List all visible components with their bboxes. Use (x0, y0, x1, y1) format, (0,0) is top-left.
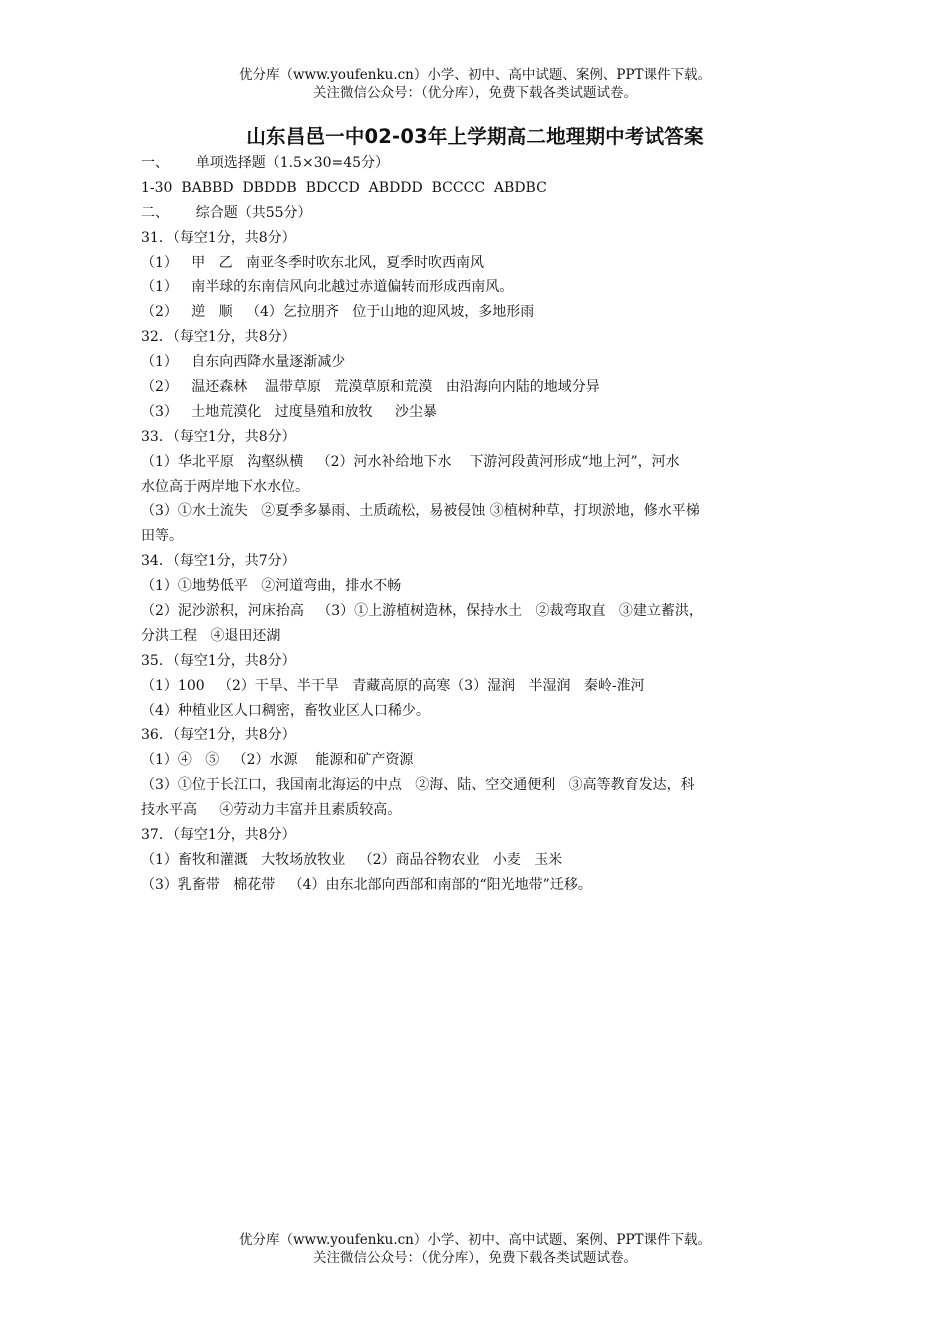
answer-line: 分洪工程 ④退田还湖 (141, 627, 281, 644)
answer-line: 34．（每空1分，共7分） (141, 553, 296, 570)
answer-line: （2） 温还森林 温带草原 荒漠草原和荒漠 由沿海向内陆的地域分异 (141, 379, 600, 396)
header-line-1: 优分库（www.youfenku.cn）小学、初中、高中试题、案例、PPT课件下载。 (238, 67, 712, 83)
answer-line: （2）泥沙淤积，河床抬高 （3）①上游植树造林，保持水土 ②裁弯取直 ③建立蓄洪， (141, 603, 703, 620)
answer-line: 31．（每空1分，共8分） (141, 229, 296, 246)
answer-line: （3）乳畜带 棉花带 （4）由东北部向西部和南部的“阳光地带”迁移。 (141, 876, 592, 893)
answer-line: 37．（每空1分，共8分） (141, 827, 296, 844)
answer-body (141, 151, 811, 898)
page-footer (0, 1231, 950, 1267)
answer-line: 二、 综合题（共55分） (141, 204, 312, 221)
answer-line: （1） 自东向西降水量逐渐减少 (141, 354, 346, 371)
answer-line: （1）①地势低平 ②河道弯曲，排水不畅 (141, 578, 402, 595)
answer-line: （1） 南半球的东南信风向北越过赤道偏转而形成西南风。 (141, 279, 514, 296)
header-line-2: 关注微信公众号：（优分库），免费下载各类试题试卷。 (313, 85, 637, 101)
answer-line: 33．（每空1分，共8分） (141, 428, 296, 445)
page-header (0, 66, 950, 102)
answer-line: 36．（每空1分，共8分） (141, 727, 296, 744)
answer-line: （4）种植业区人口稠密，畜牧业区人口稀少。 (141, 702, 430, 719)
answer-line: 一、 单项选择题（1.5×30=45分） (141, 155, 390, 171)
answer-line: 田等。 (141, 528, 183, 545)
answer-line: 技水平高 ④劳动力丰富并且素质较高。 (141, 802, 402, 819)
answer-line: 1-30 BABBD DBDDB BDCCD ABDDD BCCCC ABDBC (141, 179, 547, 196)
answer-line: （1）华北平原 沟壑纵横 （2）河水补给地下水 下游河段黄河形成“地上河”，河水 (141, 453, 680, 470)
footer-line-2: 关注微信公众号：（优分库），免费下载各类试题试卷。 (313, 1250, 637, 1266)
answer-line: （3） 土地荒漠化 过度垦殖和放牧 沙尘暴 (141, 403, 437, 420)
answer-line: 水位高于两岸地下水水位。 (141, 478, 309, 495)
document-title: 山东昌邑一中02-03年上学期高二地理期中考试答案 (246, 125, 704, 148)
answer-line: 35．（每空1分，共8分） (141, 652, 296, 669)
answer-line: （3）①位于长江口，我国南北海运的中点 ②海、陆、空交通便利 ③高等教育发达，科 (141, 777, 695, 794)
answer-line: 32．（每空1分，共8分） (141, 329, 296, 346)
answer-line: （1）100 （2）干旱、半干旱 青藏高原的高寒（3）湿润 半湿润 秦岭-淮河 (141, 677, 645, 694)
answer-line: （1） 甲 乙 南亚冬季时吹东北风，夏季时吹西南风 (141, 254, 484, 271)
answer-line: （1）畜牧和灌溉 大牧场放牧业 （2）商品谷物农业 小麦 玉米 (141, 851, 563, 868)
footer-line-1: 优分库（www.youfenku.cn）小学、初中、高中试题、案例、PPT课件下载。 (238, 1232, 712, 1248)
answer-line: （1）④ ⑤ （2）水源 能源和矿产资源 (141, 752, 414, 769)
answer-line: （2） 逆 顺 （4）乞拉朋齐 位于山地的迎风坡，多地形雨 (141, 304, 535, 321)
answer-line: （3）①水土流失 ②夏季多暴雨、土质疏松，易被侵蚀 ③植树种草，打坝淤地，修水平梯 (141, 503, 700, 520)
